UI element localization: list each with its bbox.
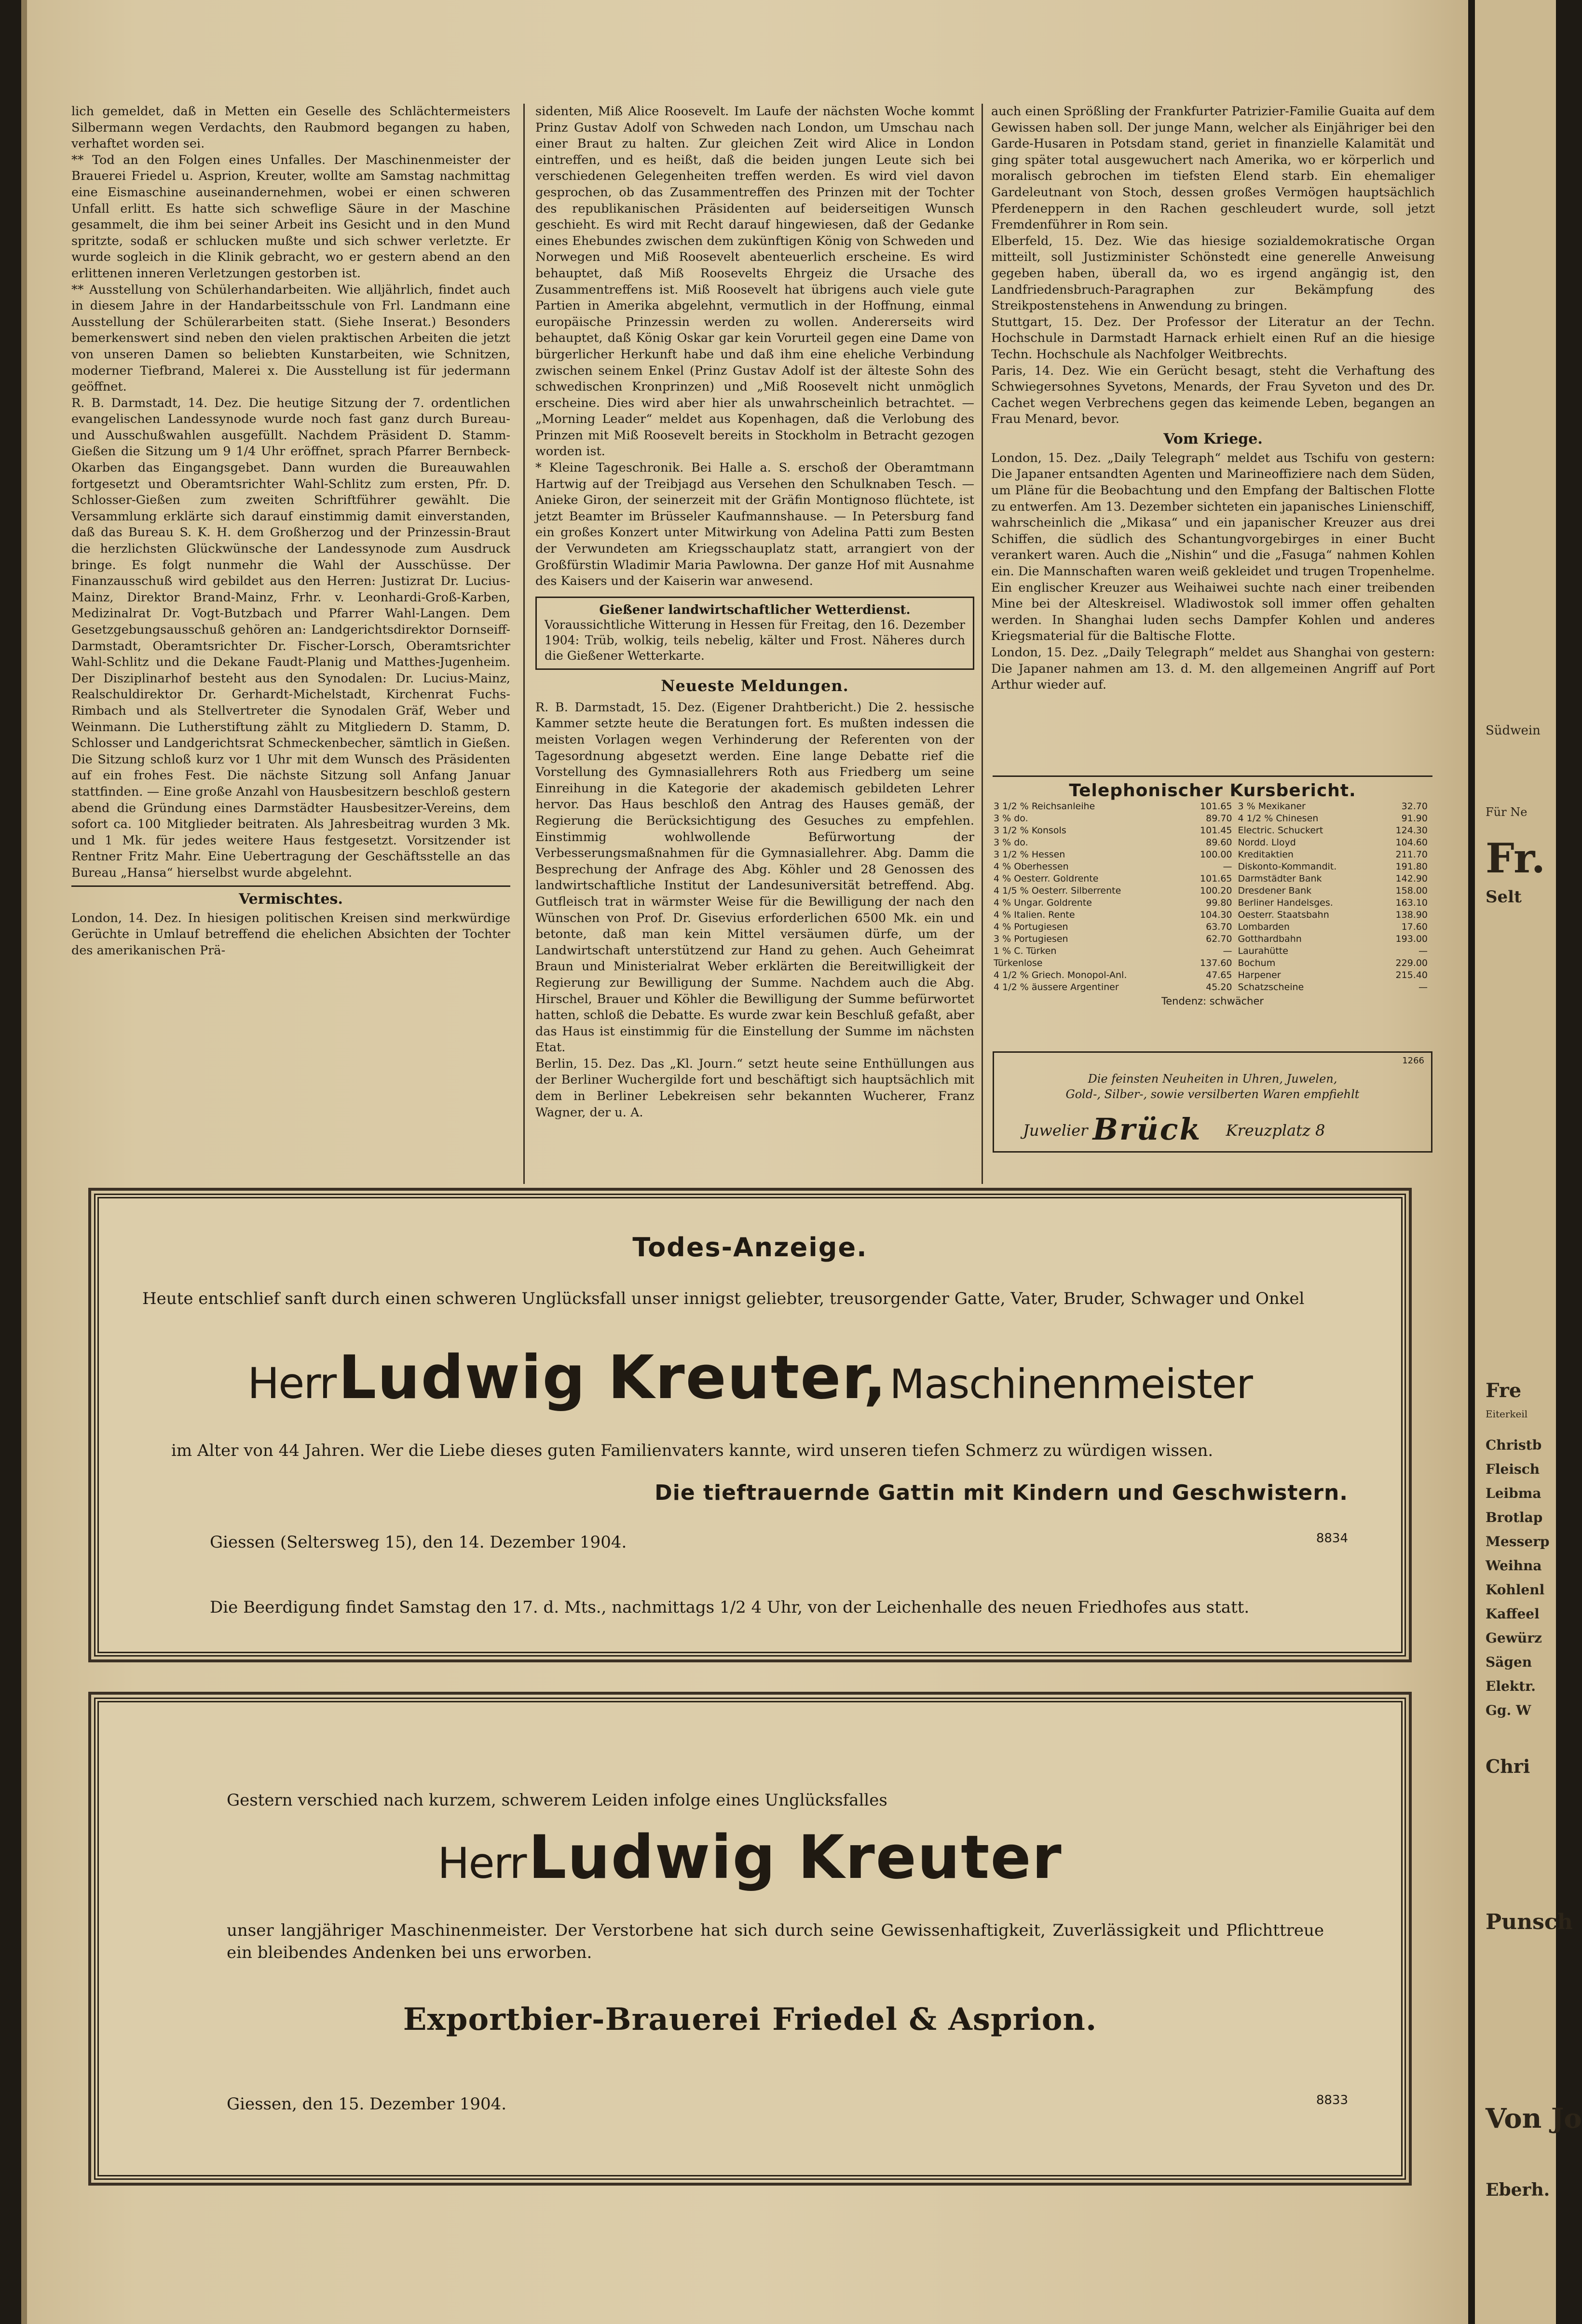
column-1 [71,104,510,1136]
jeweler-ad [993,1051,1432,1153]
stock-value: 89.70 [1206,813,1232,824]
weather-box [535,597,974,670]
stock-name: 4 % Portugiesen [994,922,1068,932]
strip-fragment: Eberh. [1486,2180,1550,2200]
funeral-info: Die Beerdigung findet Samstag den 17. d. Mts., nachmittags 1/2 4 Uhr, von der Leichenhalle des neuen Friedhofes aus statt. [210,1598,1250,1617]
stock-name: 4 1/2 % äussere Argentiner [994,982,1119,992]
stock-row [993,849,1432,861]
stock-name: 4 % Ungar. Goldrente [994,897,1092,908]
stock-value: 100.20 [1200,885,1232,896]
strip-fragment: Gg. W [1486,1702,1531,1718]
stock-value: 101.65 [1200,801,1232,812]
stock-row [993,813,1432,825]
stock-row [993,861,1432,873]
stock-name: Berliner Handelsges. [1238,897,1333,908]
stock-name: Diskonto-Kommandit. [1238,861,1337,872]
brewery-name: Exportbier-Brauerei Friedel & Asprion. [403,2001,1097,2038]
death-notice-intro: Heute entschlief sanft durch einen schweren Unglücksfall unser innigst geliebter, treusorgender Gatte, Vater, Bruder, Schwager und Onkel [142,1289,1305,1308]
stock-row [993,945,1432,957]
stock-name: Türkenlose [994,958,1043,968]
deceased-role: Maschinenmeister [889,1360,1253,1408]
column-3 [991,104,1435,817]
stock-name: Kreditaktien [1238,849,1294,860]
strip-fragment: Fre [1486,1379,1522,1402]
stock-name: Schatzscheine [1238,982,1304,992]
article-paragraph: Paris, 14. Dez. Wie ein Gerücht besagt, steht die Verhaftung des Schwiegersohnes Syvetons, Menards, der Frau Syveton und des Dr. Cachet wegen Verbrechens gegen das keimende Leben, begangen an Frau Menard, bevor. [991,363,1435,427]
stock-row [993,933,1432,945]
stock-value: 99.80 [1206,897,1232,908]
stock-name: 3 % do. [994,837,1028,848]
stock-value: 63.70 [1206,922,1232,932]
section-heading: Vermischtes. [239,890,343,908]
stock-row [993,825,1432,837]
stock-name: 4 % Oberhessen [994,861,1069,872]
stock-name: 3 1/2 % Hessen [994,849,1065,860]
stock-name: 3 1/2 % Konsols [994,825,1066,836]
ad-number: 8833 [1316,2093,1348,2107]
strip-fragment: Südwein [1486,723,1541,738]
strip-fragment: Fleisch [1486,1461,1540,1477]
stock-tendency: Tendenz: schwächer [1161,995,1264,1007]
strip-fragment: Kaffeel [1486,1606,1540,1622]
strip-fragment: Eiterkeil [1486,1408,1528,1420]
stock-value: 101.65 [1200,873,1232,884]
ad-number: 8834 [1316,1531,1348,1546]
stock-name: 4 1/5 % Oesterr. Silberrente [994,885,1121,896]
article-paragraph: sidenten, Miß Alice Roosevelt. Im Laufe der nächsten Woche kommt Prinz Gustav Adolf von Schweden nach London, um Umschau nach einer Braut zu halten. Zur gleichen Zeit wird Alice in London eintreffen, und es heißt, daß die beiden jungen Leute sich bei verschiedenen Gelegenheiten treffen werden. Es wird viel davon gesprochen, ob das Zusammentreffen des Prinzen mit der Tochter des republikanischen Präsidenten auf beiderseitigen Wunsch geschieht. Es wird mit Recht darauf hingewiesen, daß der Gedanke eines Ehebundes zwischen dem zukünftigen König von Schweden und Norwegen und Miß Roosevelt abenteuerlich erscheine. Es wird behauptet, daß Miß Roosevelts Ehrgeiz die Ursache des Zusammentreffens ist. Miß Roosevelt hat übrigens auch viele gute Partien in Amerika abgelehnt, vermutlich in der Hoffnung, einmal europäische Prinzessin werden zu wollen. Andererseits wird behauptet, daß König Oskar gar kein Vorurteil gegen eine Dame von bürgerlicher Herkunft habe und daß ihm eine eheliche Verbindung zwischen seinem Enkel (Prinz Gustav Adolf ist der älteste Sohn des schwedischen Kronprinzen) und „Miß Roosevelt nicht unmöglich erscheine. Dies wird aber hier als unwahrscheinlich betrachtet. — „Morning Leader“ meldet aus Kopenhagen, daß die Verlobung des Prinzen mit Miß Roosevelt bereits in Stockholm in Betracht gezogen worden ist. [535,104,974,459]
article-paragraph: lich gemeldet, daß in Metten ein Geselle des Schlächtermeisters Silbermann wegen Verdachts, den Raubmord begangen zu haben, verhaftet worden sei. [71,104,510,151]
stock-value: 45.20 [1206,982,1232,992]
stock-name: 4 % Oesterr. Goldrente [994,873,1099,884]
stock-name: Laurahütte [1238,946,1288,956]
deceased-title: Herr [247,1359,336,1408]
deceased-name: Ludwig Kreuter [528,1823,1063,1892]
stock-value: 137.60 [1200,958,1232,968]
ad-name: Brück [1092,1112,1202,1147]
stock-value: 138.90 [1395,910,1428,920]
section-rule [993,775,1432,777]
death-notice-brewery [94,1698,1406,2180]
article-paragraph: R. B. Darmstadt, 15. Dez. (Eigener Drahtbericht.) Die 2. hessische Kammer setzte heute die Beratungen fort. Es mußten indessen die meisten Vorlagen wegen Verhinderung der Referenten von der Tagesordnung abgesetzt werden. Eine lange Debatte rief die Vorstellung des Gymnasiallehrers Roth aus Friedberg um seine Einreihung in die Kategorie der akademisch gebildeten Lehrer hervor. Das Haus beschloß den Antrag des Hauses gemäß, der Regierung die Berücksichtigung des Gesuches zu empfehlen. Einstimmig wohlwollende Befürwortung der Verbesserungsmaßnahmen für die Gymnasiallehrer. Abg. Damm die Besprechung der Anfrage des Abg. Köhler und 28 Genossen des landwirtschaftliche Institut der Landesuniversität betreffend. Abg. Gutfleisch trat in wärmster Weise für die Bewilligung der nach den Wünschen von Prof. Dr. Gisevius erforderlichen 6500 Mk. ein und betonte, daß man kein Mittel versäumen dürfe, um der Landwirtschaft unterstützend zur Hand zu gehen. Auch Geheimrat Braun und Ministerialrat Weber erklärten die Bereitwilligkeit der Regierung zur Bewilligung der Summe. Nachdem auch die Abg. Hirschel, Brauer und Köhler die Bewilligung der Summe befürwortet hatten, schloß die Debatte. Es wurde zwar kein Beschluß gefaßt, aber das Haus ist einstimmig für die Einstellung der Summe im nächsten Etat. [535,700,974,1055]
stock-name: 3 % Portugiesen [994,934,1068,944]
stock-name: 4 % Italien. Rente [994,910,1075,920]
stock-row [993,909,1432,921]
stock-name: 3 % do. [994,813,1028,824]
strip-fragment: Gewürz [1486,1630,1542,1646]
article-paragraph: auch einen Sprößling der Frankfurter Patrizier-Familie Guaita auf dem Gewissen haben soll. Der junge Mann, welcher als Einjähriger bei den Garde-Husaren in Potsdam stand, geriet in finanzielle Kalamität und ging später total ausgewuchert nach Amerika, wo er körperlich und moralisch gebrochen im tiefsten Elend starb. Ein ehemaliger Gardeleutnant von Stoch, dessen großes Vermögen hauptsächlich Pferdeneppern in den Rachen geschleudert wurde, soll jetzt Fremdenführer in Rom sein. [991,104,1435,232]
stock-row [993,873,1432,885]
ad-text: Gold-, Silber-, sowie versilberten Waren empfiehlt [1065,1087,1360,1101]
article-paragraph: London, 15. Dez. „Daily Telegraph“ meldet aus Tschifu von gestern: Die Japaner entsandten Agenten und Marineoffiziere nach dem Süden, um Pläne für die Beobachtung und den Empfang der Baltischen Flotte zu entwerfen. Am 13. Dezember sichteten ein japanisches Linienschiff, wahrscheinlich die „Mikasa“ und ein japanischer Kreuzer aus drei Schiffen, die südlich des Schantungvorgebirges in einer Bucht verankert waren. Auch die „Nishin“ und die „Fasuga“ nahmen Kohlen ein. Die Mannschaften waren weiß gekleidet und trugen Tropenhelme. Ein englischer Kreuzer aus Weihaiwei suchte nach einer treibenden Mine bei der Alteskreisel. Wladiwostok soll immer offen gehalten werden. In Shanghai luden sechs Dampfer Kohlen und anderes Kriegsmaterial für die Baltische Flotte. [991,450,1435,644]
stock-row [993,981,1432,993]
article-paragraph: R. B. Darmstadt, 14. Dez. Die heutige Sitzung der 7. ordentlichen evangelischen Landessynode wurde noch fast ganz durch Bureau- und Ausschußwahlen ausgefüllt. Nachdem Präsident D. Stamm-Gießen die Sitzung um 9 1/4 Uhr eröffnet, sprach Pfarrer Bernbeck-Okarben das Eingangsgebet. Dann wurden die Bureauwahlen fortgesetzt und Oberamtsrichter Wahl-Schlitz zum ersten, Pfr. D. Schlosser-Gießen zum zweiten Schriftführer gewählt. Die Versammlung erklärte sich darauf einstimmig damit einverstanden, daß das Bureau S. K. H. dem Großherzog und der Prinzessin-Braut die herzlichsten Glückwünsche der Landessynode zum Ausdruck bringe. Es folgt nunmehr die Wahl der Ausschüsse. Der Finanzausschuß wird gebildet aus den Herren: Justizrat Dr. Lucius-Mainz, Direktor Brand-Mainz, Frhr. v. Leonhardi-Groß-Karben, Medizinalrat Dr. Vogt-Butzbach und Pfarrer Wahl-Langen. Dem Gesetzgebungsausschuß gehören an: Landgerichtsdirektor Dornseiff-Darmstadt, Oberamtsrichter Dr. Fischer-Lorsch, Oberamtsrichter Wahl-Schlitz und die Dekane Faudt-Planig und Matthes-Jugenheim. Der Disziplinarhof besteht aus den Synodalen: Dr. Lucius-Mainz, Realschuldirektor Dr. Gerhardt-Michelstadt, Kirchenrat Fuchs-Rimbach und als Stellvertreter die Synodalen Gräf, Weber und Weinmann. Die Lutherstiftung zählt zu Mitgliedern D. Stamm, D. Schlosser und Landgerichtsrat Schmeckenbecher, sämtlich in Gießen. Die Sitzung schloß kurz vor 1 Uhr mit dem Wunsch des Präsidenten auf ein frohes Fest. Die nächste Sitzung soll Anfang Januar stattfinden. — Eine große Anzahl von Hausbesitzern beschloß gestern abend die Gründung eines Darmstädter Hausbesitzer-Vereins, dem sofort ca. 100 Mitglieder beitraten. Als Jahresbeitrag wurden 3 Mk. und 1 Mk. für jedes weitere Haus festgesetzt. Vorsitzender ist Rentner Fritz Mahr. Eine Uebertragung der Geschäftsstelle an das Bureau „Hansa“ hierselbst wurde abgelehnt. [71,395,510,880]
stock-row [993,885,1432,897]
article-paragraph: ** Tod an den Folgen eines Unfalles. Der Maschinenmeister der Brauerei Friedel u. Asprion, Kreuter, wollte am Samstag nachmittag eine Eismaschine auseinandernehmen, wobei er einen schweren Unfall erlitt. Es hatte sich schweflige Säure in der Maschine gesammelt, die ihm bei seiner Arbeit ins Gesicht und in den Mund spritzte, sodaß er schlucken mußte und sich schwer verletzte. Er wurde sogleich in die Klinik gebracht, wo er gestern abend an den erlittenen inneren Verletzungen gestorben ist. [71,152,510,281]
stock-name: 4 1/2 % Chinesen [1238,813,1319,824]
strip-fragment: Elektr. [1486,1678,1536,1694]
strip-fragment: Kohlenl [1486,1582,1545,1598]
stock-name: 3 % Mexikaner [1238,801,1306,812]
stock-value: — [1223,861,1232,872]
ad-signature [1023,1112,1325,1147]
stock-value: 101.45 [1200,825,1232,836]
stock-value: — [1223,946,1232,956]
brewery-notice-text: unser langjähriger Maschinenmeister. Der Verstorbene hat sich durch seine Gewissenhaftigkeit, Zuverlässigkeit und Pflichttreue ein bleibendes Andenken bei uns erworben. [227,1921,1324,1962]
ad-text: Die feinsten Neuheiten in Uhren, Juwelen, [1088,1072,1337,1086]
stock-name: Lombarden [1238,922,1290,932]
article-paragraph: Elberfeld, 15. Dez. Wie das hiesige sozialdemokratische Organ mitteilt, soll Justizminister Schönstedt eine generelle Anweisung gegeben haben, überall da, wo es irgend angängig ist, den Landfriedensbruch-Paragraphen zur Bekämpfung des Streikpostenstehens in Anwendung zu bringen. [991,233,1435,313]
stock-name: Darmstädter Bank [1238,873,1322,884]
column-rule [523,104,525,1184]
stock-row [993,969,1432,981]
stock-name: Harpener [1238,970,1281,980]
article-paragraph: ** Ausstellung von Schülerhandarbeiten. Wie alljährlich, findet auch in diesem Jahre in der Handarbeitsschule von Frl. Landmann eine Ausstellung der Schülerarbeiten statt. (Siehe Inserat.) Besonders bemerkenswert sind neben den vielen praktischen Arbeiten die jetzt von unseren Damen so beliebten Kunstarbeiten, wie Schnitzen, moderner Tiefbrand, Malerei x. Die Ausstellung ist für jedermann geöffnet. [71,282,510,394]
stock-row [993,957,1432,969]
stock-name: 1 % C. Türken [994,946,1057,956]
column-2 [535,104,974,1184]
strip-fragment: Christb [1486,1437,1542,1453]
stock-value: — [1418,982,1428,992]
death-notice-family [94,1194,1406,1657]
stock-value: 91.90 [1401,813,1428,824]
weather-text: Voraussichtliche Witterung in Hessen für Freitag, den 16. Dezember 1904: Trüb, wolkig, teils nebelig, kälter und Frost. Näheres durch die Gießener Wetterkarte. [545,617,965,663]
stock-name: Dresdener Bank [1238,885,1312,896]
stock-value: 47.65 [1206,970,1232,980]
ad-label: Juwelier [1023,1121,1088,1140]
stock-value: 104.60 [1395,837,1428,848]
stock-value: — [1418,946,1428,956]
stock-name: Oesterr. Staatsbahn [1238,910,1329,920]
death-notice-title: Todes-Anzeige. [632,1232,868,1263]
ad-number: 1266 [1402,1056,1424,1066]
strip-fragment: Messerp [1486,1534,1550,1549]
deceased-title: Herr [437,1838,526,1888]
stock-value: 193.00 [1395,934,1428,944]
article-paragraph: Stuttgart, 15. Dez. Der Professor der Literatur an der Techn. Hochschule in Darmstadt Harnack erhielt einen Ruf an die hiesige Techn. Hochschule als Nachfolger Weitbrechts. [991,314,1435,362]
stock-row [993,837,1432,849]
stock-report [993,772,1432,1042]
section-rule [71,885,510,887]
deceased-name: Ludwig Kreuter, [338,1343,887,1413]
article-paragraph: London, 15. Dez. „Daily Telegraph“ meldet aus Shanghai von gestern: Die Japaner nahmen am 13. d. M. den allgemeinen Angriff auf Port Arthur wieder auf. [991,645,1435,693]
strip-fragment: Weihna [1486,1558,1542,1574]
brewery-notice-intro: Gestern verschied nach kurzem, schwerem Leiden infolge eines Unglücksfalles [227,1791,887,1810]
strip-fragment: Von Jo [1486,2103,1582,2134]
strip-fragment: Leibma [1486,1485,1541,1501]
death-notice-age: im Alter von 44 Jahren. Wer die Liebe dieses guten Familienvaters kannte, wird unseren tiefen Schmerz zu würdigen wissen. [171,1441,1214,1460]
stock-name: Electric. Schuckert [1238,825,1323,836]
strip-fragment: Punsch [1486,1910,1573,1934]
stock-name: Bochum [1238,958,1276,968]
strip-fragment: Fr. [1486,834,1545,882]
stock-value: 215.40 [1395,970,1428,980]
stock-row [993,921,1432,933]
stock-row [993,897,1432,909]
ad-address: Kreuzplatz 8 [1226,1121,1325,1140]
deceased-name-line [99,1343,1401,1413]
stock-name: 4 1/2 % Griech. Monopol-Anl. [994,970,1127,980]
strip-fragment: Brotlap [1486,1509,1543,1525]
stock-value: 100.00 [1200,849,1232,860]
strip-fragment: Chri [1486,1755,1530,1777]
stock-value: 62.70 [1206,934,1232,944]
stock-table [993,801,1432,993]
strip-fragment: Für Ne [1486,805,1527,819]
stock-name: Nordd. Lloyd [1238,837,1296,848]
stock-value: 191.80 [1395,861,1428,872]
death-notice-signature: Die tieftrauernde Gattin mit Kindern und Geschwistern. [655,1481,1348,1505]
death-notice-place-date: Giessen (Seltersweg 15), den 14. Dezember 1904. [210,1533,627,1552]
weather-title: Gießener landwirtschaftlicher Wetterdienst. [599,602,911,617]
deceased-name-line [99,1823,1401,1892]
stock-value: 89.60 [1206,837,1232,848]
stock-value: 163.10 [1395,897,1428,908]
stock-value: 229.00 [1395,958,1428,968]
stock-report-title: Telephonischer Kursbericht. [1069,781,1356,801]
stock-value: 142.90 [1395,873,1428,884]
section-heading: Neueste Meldungen. [661,676,849,695]
column-rule [982,104,983,1184]
strip-fragment: Selt [1486,887,1522,907]
stock-value: 158.00 [1395,885,1428,896]
stock-value: 32.70 [1401,801,1428,812]
stock-name: Gotthardbahn [1238,934,1302,944]
section-heading: Vom Kriege. [1163,430,1263,448]
article-paragraph: Berlin, 15. Dez. Das „Kl. Journ.“ setzt heute seine Enthüllungen aus der Berliner Wuchergilde fort und beschäftigt sich hauptsächlich mit dem in Berliner Lebekreisen sehr bekannten Wucherer, Franz Wagner, der u. A. [535,1056,974,1120]
stock-value: 17.60 [1401,922,1428,932]
stock-value: 211.70 [1395,849,1428,860]
strip-fragment: Sägen [1486,1654,1532,1670]
stock-value: 124.30 [1395,825,1428,836]
brewery-notice-place-date: Giessen, den 15. Dezember 1904. [227,2094,507,2114]
article-paragraph: London, 14. Dez. In hiesigen politischen Kreisen sind merkwürdige Gerüchte in Umlauf betreffend die ehelichen Absichten der Tochter des amerikanischen Prä- [71,911,510,958]
article-paragraph: * Kleine Tageschronik. Bei Halle a. S. erschoß der Oberamtmann Hartwig auf der Treibjagd aus Versehen den Schulknaben Tesch. — Anieke Giron, der seinerzeit mit der Gräfin Montignoso flüchtete, ist jetzt Beamter im Brüsseler Kaufmannshause. — In Petersburg fand ein großes Konzert unter Mitwirkung von Adelina Patti zum Besten der Verwundeten am Kriegsschauplatz statt, arrangiert von der Großfürstin Wladimir Maria Pawlowna. Der ganze Hof mit Ausnahme des Kaisers und der Kaiserin war anwesend. [535,461,974,589]
stock-row [993,801,1432,813]
adjacent-page-strip [1475,0,1582,2324]
stock-name: 3 1/2 % Reichsanleihe [994,801,1095,812]
stock-value: 104.30 [1200,910,1232,920]
